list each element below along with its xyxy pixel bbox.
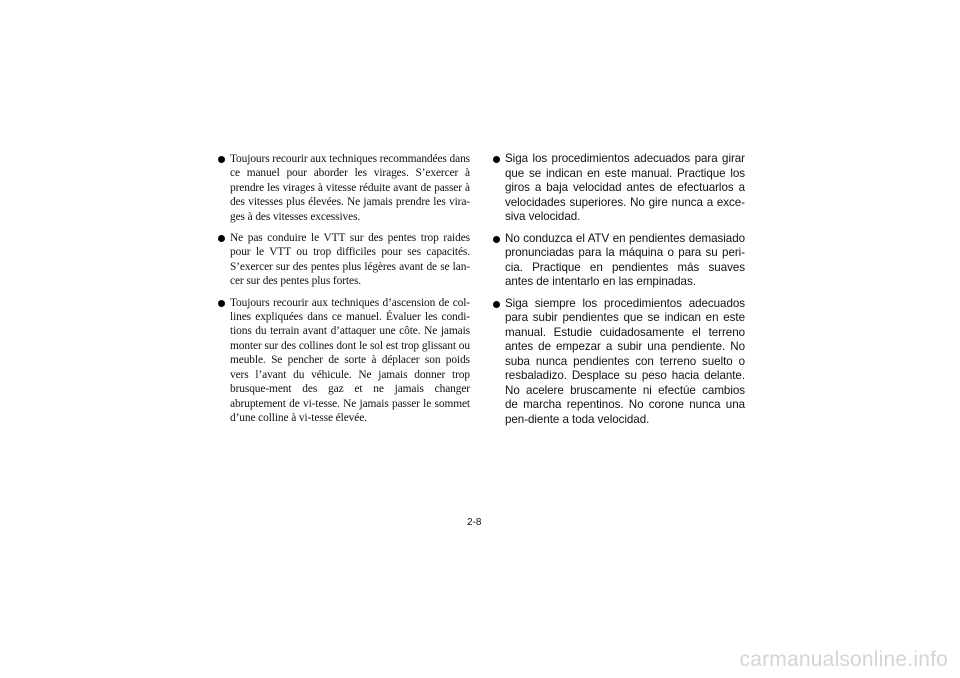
spanish-column <box>493 152 745 434</box>
list-item <box>218 231 470 289</box>
bullet-icon <box>493 236 500 243</box>
list-item <box>218 296 470 426</box>
item-text: Siga siempre los procedimientos adecuados para subir pendientes que se indican en este manual. Estudie cuidadosamente el terreno antes de empezar a subir una pendiente. No suba nunca pendientes con terreno suelto o resbaladizo. Desplace su peso hacia delante. No acelere bruscamente ni efectúe cambios de marcha repentinos. No corone nunca una pen-diente a toda velocidad. <box>505 296 745 426</box>
french-bullet-list <box>218 152 470 425</box>
item-text: Ne pas conduire le VTT sur des pentes trop raides pour le VTT ou trop difficiles pour ses capacités. S’exercer sur des pentes plus légères avant de se lan-cer sur des pentes plus fortes. <box>230 232 470 288</box>
spanish-bullet-list <box>493 152 745 427</box>
item-text: Toujours recourir aux techniques d’ascension de col-lines expliquées dans ce manuel. Évaluer les condi-tions du terrain avant d’attaquer une côte. Ne jamais monter sur des collines dont le sol est trop glissant ou meuble. Se pencher de sorte à déplacer son poids vers l’avant du véhicule. Ne jamais donner trop brusque-ment des gaz et ne jamais changer abruptement de vi-tesse. Ne jamais passer le sommet d’une colline à vi-tesse élevée. <box>230 296 470 424</box>
list-item <box>493 152 745 225</box>
item-text: No conduzca el ATV en pendientes demasiado pronunciadas para la máquina o para su peri-cia. Practique en pendientes más suaves antes de intentarlo en las empinadas. <box>505 231 745 288</box>
item-text: Toujours recourir aux techniques recommandées dans ce manuel pour aborder les virages. S’exercer à prendre les virages à vitesse réduite avant de passer à des vitesses plus élevées. Ne jamais prendre les vira-ges à des vitesses excessives. <box>230 153 470 223</box>
watermark-text: carmanualsonline.info <box>739 648 948 671</box>
french-column <box>218 152 470 432</box>
bullet-icon <box>218 300 225 307</box>
bullet-icon <box>218 156 225 163</box>
bullet-icon <box>493 156 500 163</box>
list-item <box>493 232 745 290</box>
bullet-icon <box>493 301 500 308</box>
page-number: 2-8 <box>467 517 482 528</box>
item-text: Siga los procedimientos adecuados para girar que se indican en este manual. Practique los giros a baja velocidad antes de efectuarlos a velocidades superiores. No gire nunca a exce-siva velocidad. <box>505 152 745 223</box>
list-item <box>493 297 745 428</box>
list-item <box>218 152 470 224</box>
bullet-icon <box>218 235 225 242</box>
